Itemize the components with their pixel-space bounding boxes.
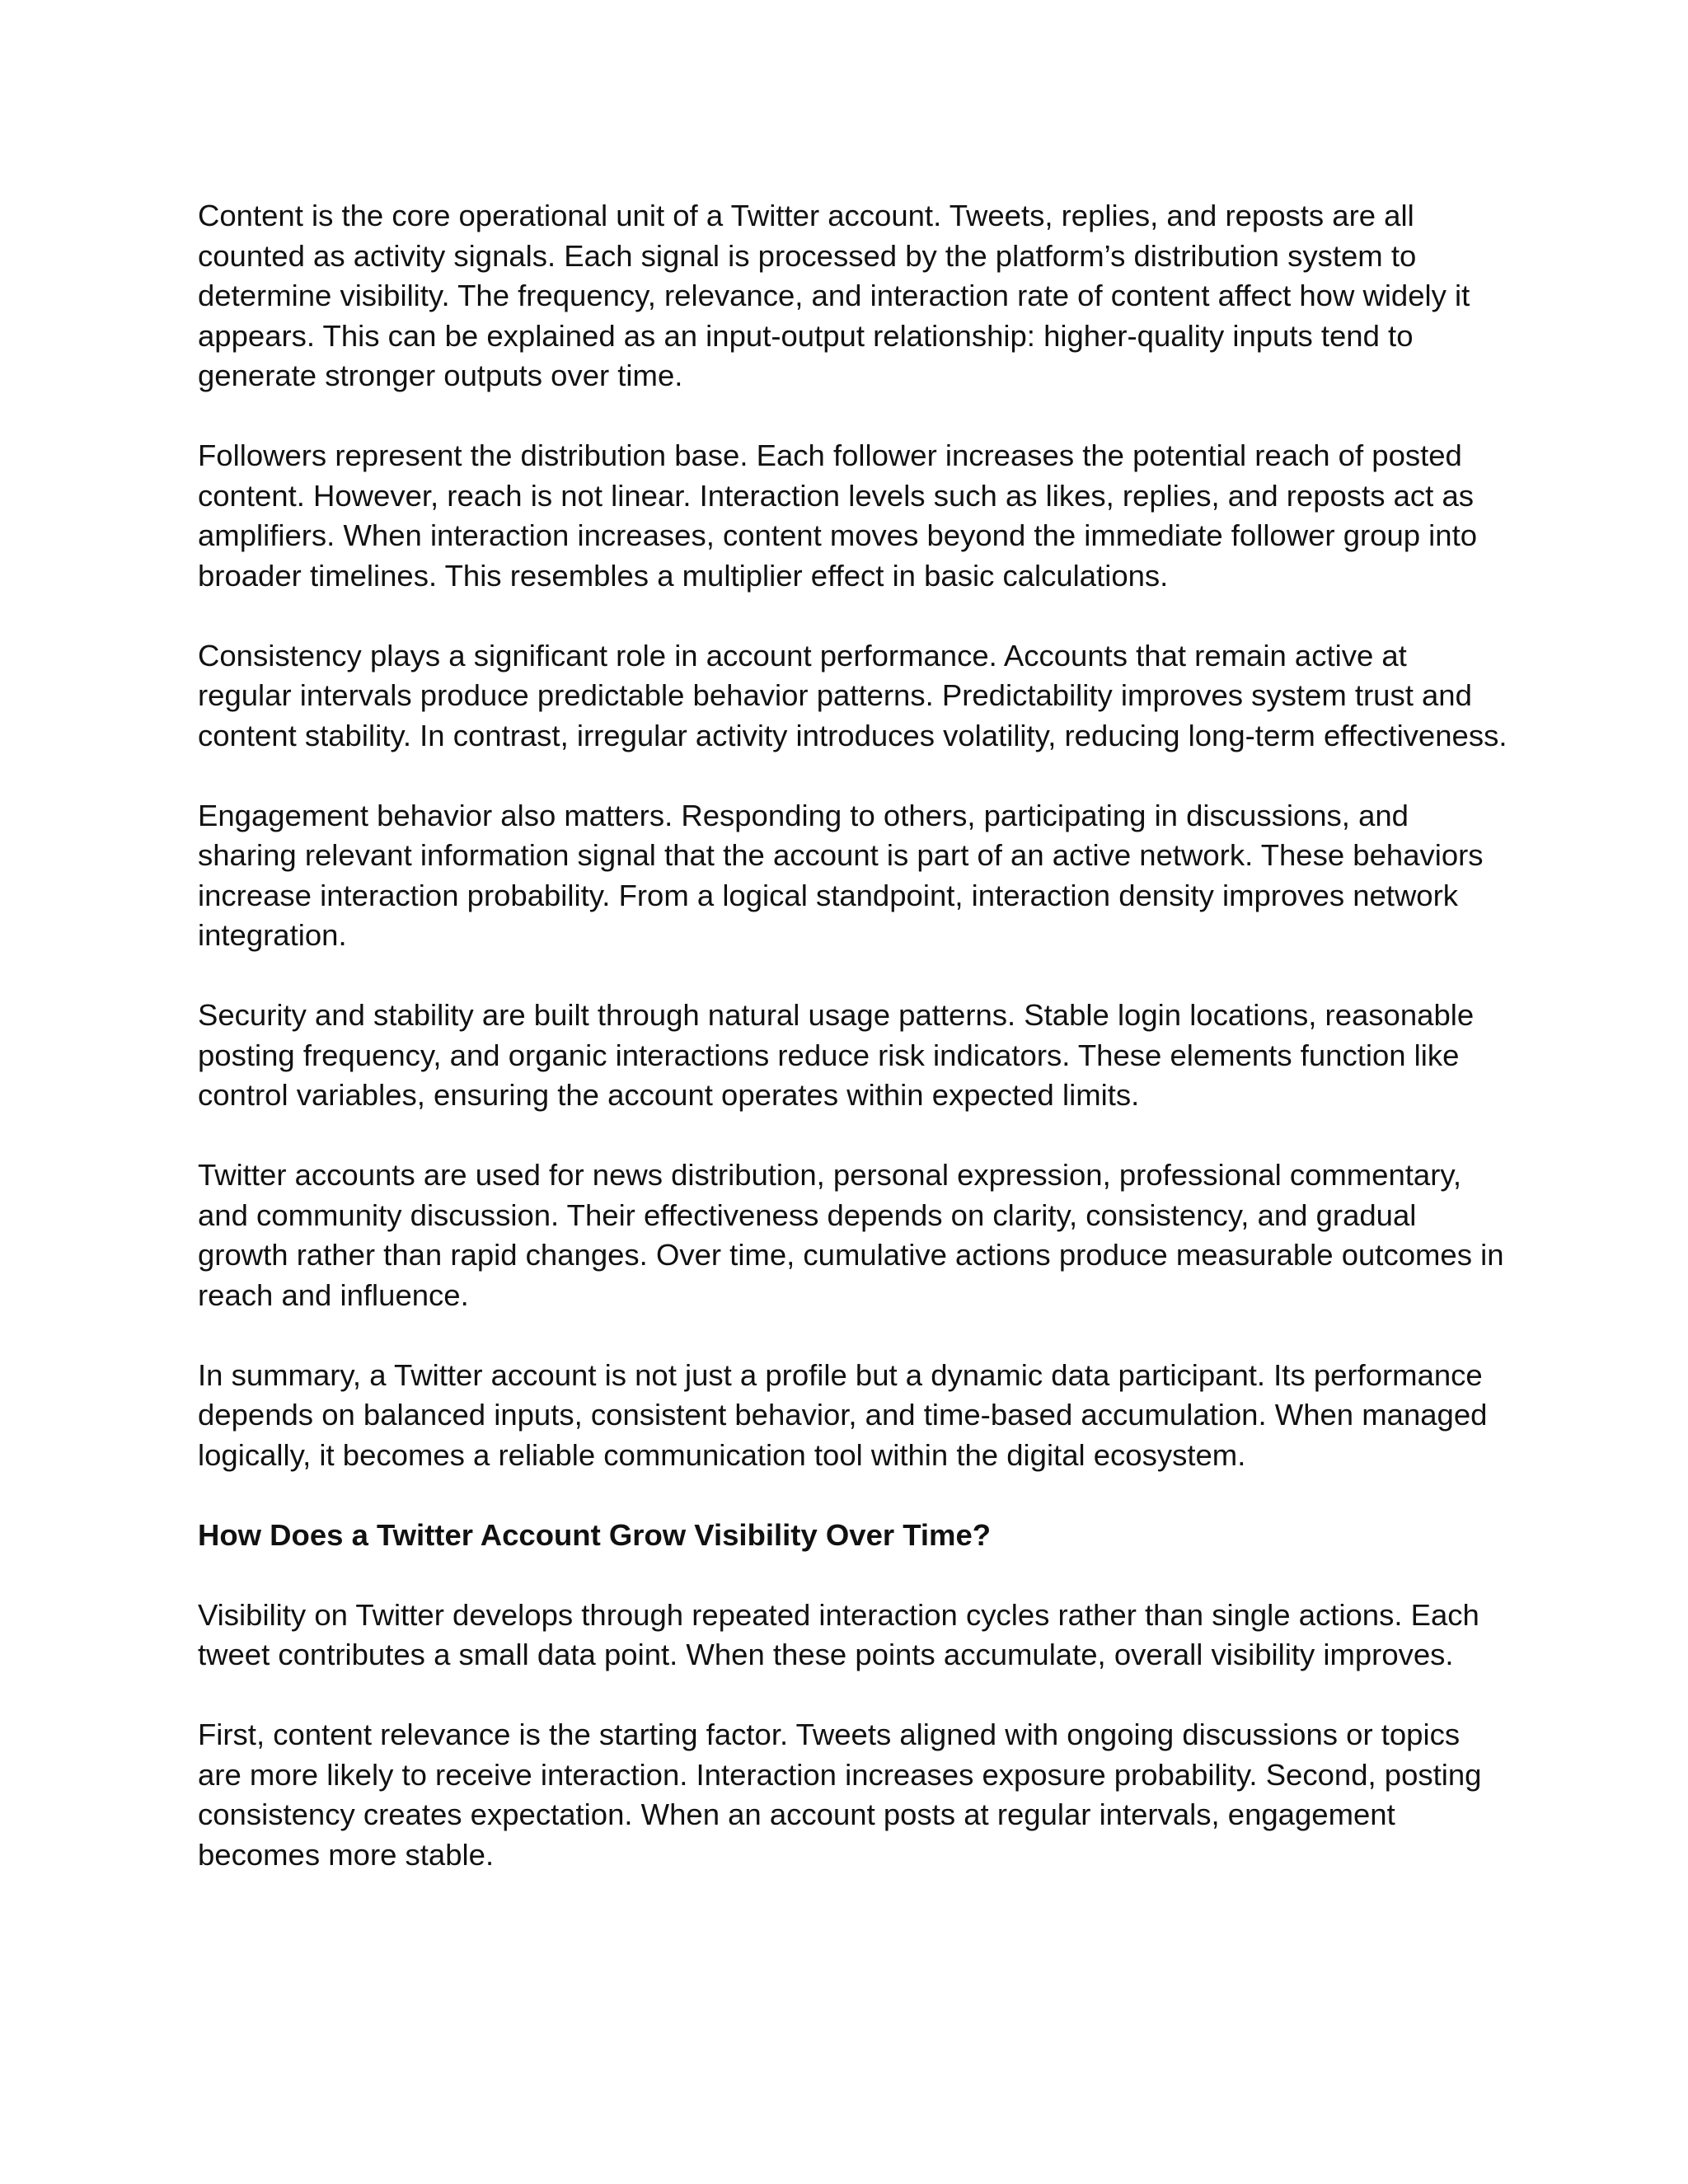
paragraph-summary: In summary, a Twitter account is not just a profile but a dynamic data participant. Its performance depends on balanced inputs, consistent behavior, and time-based accumulation. When managed logically, it becomes a reliable communication tool within the digital ecosystem.: [198, 1357, 1488, 1472]
paragraph-visibility-cycles: Visibility on Twitter develops through repeated interaction cycles rather than single actions. Each tweet contributes a small data point. When these points accumulate, overall visibility improves.: [198, 1597, 1479, 1671]
paragraph-consistency: Consistency plays a significant role in account performance. Accounts that remain active at regular intervals produce predictable behavior patterns. Predictability improves system trust and content stability. In contrast, irregular activity introduces volatility, reducing long-term effectiveness.: [198, 638, 1507, 752]
paragraph-content-unit: Content is the core operational unit of a Twitter account. Tweets, replies, and reposts are all counted as activity signals. Each signal is processed by the platform’s distribution system to determine visibility. The frequency, relevance, and interaction rate of content affect how widely it appears. This can be explained as an input-output relationship: higher-quality inputs tend to generate stronger outputs over time.: [198, 199, 1470, 392]
paragraph-followers: Followers represent the distribution base. Each follower increases the potential reach of posted content. However, reach is not linear. Interaction levels such as likes, replies, and reposts act as amplifiers. When interaction increases, content moves beyond the immediate follower group into broader timelines. This resembles a multiplier effect in basic calculations.: [198, 438, 1478, 593]
section-heading: How Does a Twitter Account Grow Visibility Over Time?: [198, 1517, 992, 1552]
paragraph-relevance-consistency: First, content relevance is the starting factor. Tweets aligned with ongoing discussions or topics are more likely to receive interaction. Interaction increases exposure probability. Second, posting consistency creates expectation. When an account posts at regular intervals, engagement becomes more stable.: [198, 1718, 1482, 1872]
document-body: [198, 196, 1508, 1915]
paragraph-security: Security and stability are built through natural usage patterns. Stable login locations, reasonable posting frequency, and organic interactions reduce risk indicators. These elements function like control variables, ensuring the account operates within expected limits.: [198, 998, 1475, 1112]
paragraph-uses: Twitter accounts are used for news distribution, personal expression, professional commentary, and community discussion. Their effectiveness depends on clarity, consistency, and gradual growth rather than rapid changes. Over time, cumulative actions produce measurable outcomes in reach and influence.: [198, 1158, 1504, 1312]
paragraph-engagement: Engagement behavior also matters. Responding to others, participating in discussions, and sharing relevant information signal that the account is part of an active network. These behaviors increase interaction probability. From a logical standpoint, interaction density improves network integration.: [198, 798, 1484, 952]
